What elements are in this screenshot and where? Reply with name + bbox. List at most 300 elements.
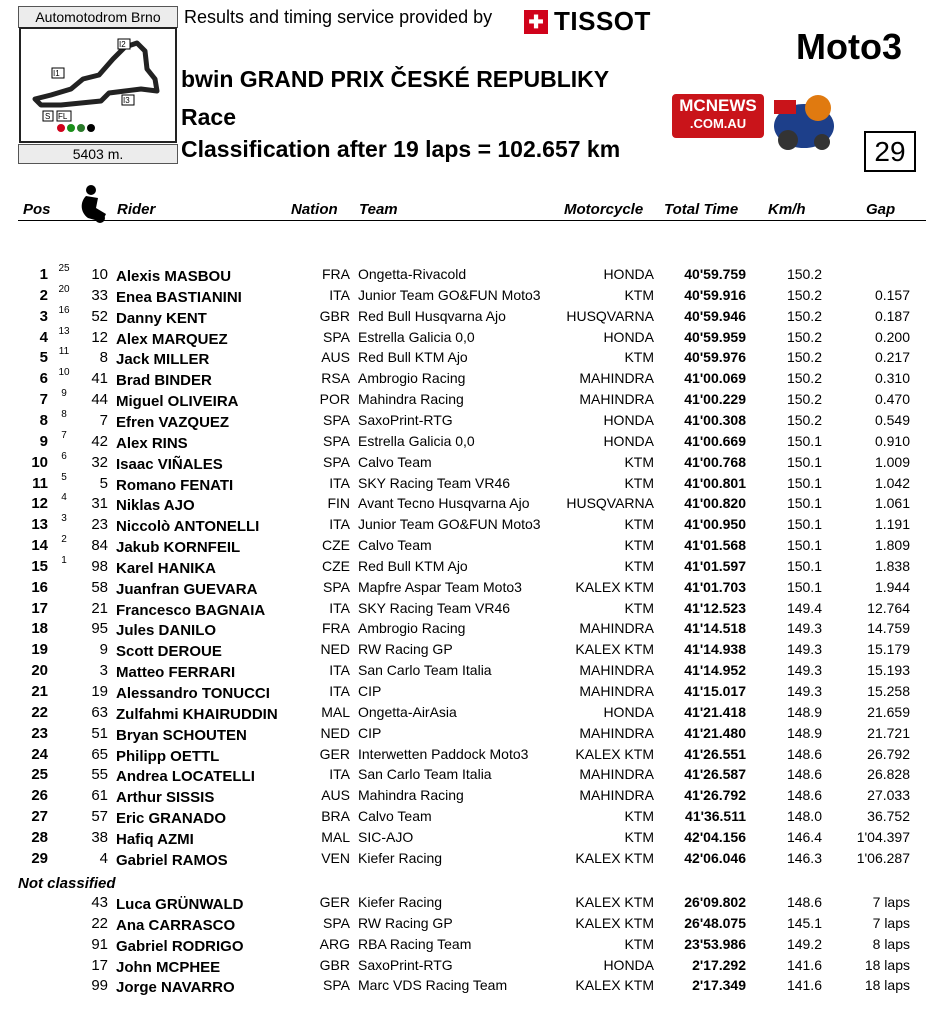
nation: SPA <box>323 977 350 993</box>
total-time: 40'59.976 <box>684 349 746 365</box>
speed: 150.2 <box>786 266 822 282</box>
red-light-icon <box>57 124 65 132</box>
motorcycle: HONDA <box>603 704 654 720</box>
result-row <box>0 409 944 432</box>
motorcycle: HONDA <box>603 412 654 428</box>
circuit-name: Automotodrom Brno <box>18 6 178 28</box>
total-time: 40'59.959 <box>684 329 746 345</box>
result-row <box>0 829 944 849</box>
rider-number: 57 <box>91 808 108 825</box>
gap: 15.258 <box>867 683 910 699</box>
nation: SPA <box>323 433 350 449</box>
total-time: 41'14.938 <box>684 641 746 657</box>
rider-name: Niccolò ANTONELLI <box>116 518 260 535</box>
position: 20 <box>31 662 48 679</box>
rider-number: 51 <box>91 725 108 742</box>
gap: 36.752 <box>867 808 910 824</box>
total-time: 41'26.551 <box>684 746 746 762</box>
team: Marc VDS Racing Team <box>358 977 508 993</box>
team: Ambrogio Racing <box>358 620 466 636</box>
points: 5 <box>61 472 67 483</box>
total-time: 2'17.292 <box>692 957 746 973</box>
gap: 0.217 <box>874 349 910 365</box>
gap: 14.759 <box>867 620 910 636</box>
points: 11 <box>58 346 70 357</box>
gap: 1'06.287 <box>856 850 910 866</box>
track-map <box>19 27 177 143</box>
gap: 0.910 <box>874 433 910 449</box>
rider-name: Hafiq AZMI <box>116 831 194 848</box>
team: Ongetta-Rivacold <box>358 266 467 282</box>
speed: 148.6 <box>786 766 822 782</box>
header-divider <box>18 220 926 221</box>
speed: 149.2 <box>786 936 822 952</box>
rider-number: 12 <box>91 329 108 346</box>
position: 1 <box>39 266 48 283</box>
col-pos: Pos <box>23 201 51 218</box>
position: 3 <box>39 308 48 325</box>
total-time: 41'00.669 <box>684 433 746 449</box>
position: 17 <box>31 600 48 617</box>
gap: 1.191 <box>874 516 910 532</box>
speed: 145.1 <box>786 915 822 931</box>
result-row <box>0 787 944 807</box>
result-row <box>0 641 944 661</box>
motorcycle: KTM <box>624 537 654 553</box>
team: Ongetta-AirAsia <box>358 704 457 720</box>
rider-number: 41 <box>91 370 108 387</box>
rider-name: Zulfahmi KHAIRUDDIN <box>116 706 278 723</box>
total-time: 41'21.418 <box>684 704 746 720</box>
speed: 149.3 <box>786 620 822 636</box>
nation: RSA <box>321 370 350 386</box>
position: 23 <box>31 725 48 742</box>
total-time: 26'48.075 <box>684 915 746 931</box>
nation: FRA <box>322 620 350 636</box>
points: 25 <box>58 263 70 274</box>
nation: ITA <box>329 766 350 782</box>
nation: SPA <box>323 329 350 345</box>
team: SIC-AJO <box>358 829 414 845</box>
rider-number: 65 <box>91 746 108 763</box>
green-light-icon <box>77 124 85 132</box>
rider-name: Enea BASTIANINI <box>116 289 242 306</box>
motorcycle: KALEX KTM <box>575 579 654 595</box>
motorcycle: KTM <box>624 287 654 303</box>
rider-name: Gabriel RODRIGO <box>116 938 244 955</box>
gap: 0.549 <box>874 412 910 428</box>
total-time: 41'15.017 <box>684 683 746 699</box>
team: Ambrogio Racing <box>358 370 466 386</box>
rider-number: 61 <box>91 787 108 804</box>
result-row <box>0 662 944 682</box>
speed: 141.6 <box>786 957 822 973</box>
rider-number: 32 <box>91 454 108 471</box>
not-classified-row <box>0 957 944 977</box>
nation: AUS <box>321 787 350 803</box>
total-time: 41'01.703 <box>684 579 746 595</box>
motorcycle: KALEX KTM <box>575 641 654 657</box>
motorcycle: HONDA <box>603 266 654 282</box>
speed: 150.2 <box>786 391 822 407</box>
motorcycle: MAHINDRA <box>579 787 654 803</box>
rider-name: Karel HANIKA <box>116 560 217 577</box>
total-time: 41'01.597 <box>684 558 746 574</box>
result-row <box>0 305 944 328</box>
nation: GER <box>319 894 350 910</box>
col-team: Team <box>359 201 398 218</box>
tissot-cross-icon: ✚ <box>524 10 548 34</box>
points: 4 <box>61 492 67 503</box>
result-row <box>0 534 944 557</box>
total-time: 40'59.759 <box>684 266 746 282</box>
nation: NED <box>320 725 350 741</box>
rider-number: 44 <box>91 391 108 408</box>
gap: 0.310 <box>874 370 910 386</box>
rider-name: Jorge NAVARRO <box>116 979 235 996</box>
position: 27 <box>31 808 48 825</box>
rider-name: Alessandro TONUCCI <box>116 685 270 702</box>
team: Avant Tecno Husqvarna Ajo <box>358 495 530 511</box>
nation: ITA <box>329 287 350 303</box>
rider-name: Alex RINS <box>116 435 188 452</box>
result-row <box>0 620 944 640</box>
points: 20 <box>58 284 70 295</box>
position: 19 <box>31 641 48 658</box>
result-row <box>0 367 944 390</box>
rider-name: Bryan SCHOUTEN <box>116 727 247 744</box>
position: 21 <box>31 683 48 700</box>
rider-number: 22 <box>91 915 108 932</box>
nation: SPA <box>323 915 350 931</box>
motorcycle: MAHINDRA <box>579 370 654 386</box>
position: 15 <box>31 558 48 575</box>
col-rider: Rider <box>117 201 156 218</box>
gap: 0.157 <box>874 287 910 303</box>
rider-name: Romano FENATI <box>116 477 234 494</box>
rider-number: 95 <box>91 620 108 637</box>
col-motorcycle: Motorcycle <box>564 201 644 218</box>
result-row <box>0 513 944 536</box>
rider-name: Miguel OLIVEIRA <box>116 393 239 410</box>
position: 18 <box>31 620 48 637</box>
rider-number: 19 <box>91 683 108 700</box>
gap: 0.470 <box>874 391 910 407</box>
track-length: 5403 m. <box>18 144 178 164</box>
points: 8 <box>61 409 67 420</box>
total-time: 23'53.986 <box>684 936 746 952</box>
result-row <box>0 492 944 515</box>
points: 3 <box>61 513 67 524</box>
position: 26 <box>31 787 48 804</box>
nation: ITA <box>329 683 350 699</box>
total-time: 26'09.802 <box>684 894 746 910</box>
total-time: 41'00.801 <box>684 475 746 491</box>
result-row <box>0 704 944 724</box>
result-row <box>0 683 944 703</box>
position: 22 <box>31 704 48 721</box>
gap: 27.033 <box>867 787 910 803</box>
motorcycle: KTM <box>624 516 654 532</box>
team: Calvo Team <box>358 808 432 824</box>
rider-name: Alex MARQUEZ <box>116 331 228 348</box>
rider-number: 63 <box>91 704 108 721</box>
motorcycle: MAHINDRA <box>579 391 654 407</box>
gap: 15.179 <box>867 641 910 657</box>
motorcycle: KTM <box>624 475 654 491</box>
result-row <box>0 579 944 599</box>
nation: ITA <box>329 600 350 616</box>
total-time: 42'06.046 <box>684 850 746 866</box>
speed: 150.1 <box>786 433 822 449</box>
sponsor-subtitle: .COM.AU <box>689 116 747 131</box>
motorcycle: KALEX KTM <box>575 915 654 931</box>
speed: 150.2 <box>786 329 822 345</box>
gap: 12.764 <box>867 600 910 616</box>
nation: POR <box>319 391 350 407</box>
rider-number: 58 <box>91 579 108 596</box>
motorcycle: KTM <box>624 349 654 365</box>
nation: AUS <box>321 349 350 365</box>
not-classified-row <box>0 894 944 914</box>
speed: 146.4 <box>786 829 822 845</box>
col-nation: Nation <box>291 201 338 218</box>
motorcycle: HONDA <box>603 329 654 345</box>
result-row <box>0 430 944 453</box>
gap: 1'04.397 <box>856 829 910 845</box>
nation: ITA <box>329 662 350 678</box>
team: Calvo Team <box>358 454 432 470</box>
classification-title: Classification after 19 laps = 102.657 km <box>181 136 621 162</box>
gap: 1.809 <box>874 537 910 553</box>
speed: 150.1 <box>786 516 822 532</box>
total-time: 41'26.587 <box>684 766 746 782</box>
gap: 1.042 <box>874 475 910 491</box>
nation: VEN <box>321 850 350 866</box>
speed: 148.6 <box>786 746 822 762</box>
not-classified-row <box>0 936 944 956</box>
tissot-wordmark: TISSOT <box>554 6 651 36</box>
rider-number: 10 <box>91 266 108 283</box>
team: Mahindra Racing <box>358 787 464 803</box>
rider-number: 42 <box>91 433 108 450</box>
rider-number: 31 <box>91 495 108 512</box>
result-row <box>0 346 944 369</box>
finish-line-label: FL <box>58 112 68 121</box>
position: 25 <box>31 766 48 783</box>
gap: 21.721 <box>867 725 910 741</box>
team: SaxoPrint-RTG <box>358 412 453 428</box>
not-classified-row <box>0 977 944 997</box>
speed: 150.1 <box>786 454 822 470</box>
motorcycle: HUSQVARNA <box>566 495 654 511</box>
sector-label-i3: I3 <box>123 96 130 105</box>
points: 13 <box>58 326 70 337</box>
track-map-svg <box>21 29 175 141</box>
team: Kiefer Racing <box>358 850 443 866</box>
motorcycle: KTM <box>624 600 654 616</box>
rider-name: Niklas AJO <box>116 497 195 514</box>
points: 2 <box>61 534 67 545</box>
speed: 149.4 <box>786 600 822 616</box>
rider-number: 91 <box>91 936 108 953</box>
gap: 8 laps <box>872 936 910 952</box>
motorcycle: MAHINDRA <box>579 662 654 678</box>
gap: 21.659 <box>867 704 910 720</box>
position: 4 <box>39 329 48 346</box>
speed: 148.9 <box>786 704 822 720</box>
not-classified-label: Not classified <box>18 875 116 892</box>
rider-name: Jakub KORNFEIL <box>116 539 241 556</box>
timing-service-text: Results and timing service provided by <box>184 7 493 27</box>
rider-number: 43 <box>91 894 108 911</box>
rider-name: Gabriel RAMOS <box>116 852 228 869</box>
team: Kiefer Racing <box>358 894 443 910</box>
position: 5 <box>39 349 48 366</box>
rider-name: Francesco BAGNAIA <box>116 602 266 619</box>
total-time: 41'00.069 <box>684 370 746 386</box>
motorcycle: KTM <box>624 558 654 574</box>
nation: GER <box>319 746 350 762</box>
result-row <box>0 284 944 307</box>
position: 10 <box>31 454 48 471</box>
rider-name: Isaac VIÑALES <box>116 456 223 473</box>
total-time: 41'00.820 <box>684 495 746 511</box>
position: 12 <box>31 495 48 512</box>
total-time: 41'36.511 <box>685 808 746 824</box>
team: Mapfre Aspar Team Moto3 <box>358 579 522 595</box>
nation: CZE <box>322 558 350 574</box>
speed: 150.2 <box>786 308 822 324</box>
motorcycle: KTM <box>624 829 654 845</box>
team: CIP <box>358 683 382 699</box>
team: San Carlo Team Italia <box>358 662 492 678</box>
rider-number: 21 <box>91 600 108 617</box>
rider-name: Luca GRÜNWALD <box>116 896 244 913</box>
team: Estrella Galicia 0,0 <box>358 329 475 345</box>
team: Mahindra Racing <box>358 391 464 407</box>
total-time: 41'14.952 <box>684 662 746 678</box>
speed: 146.3 <box>786 850 822 866</box>
nation: ARG <box>319 936 350 952</box>
total-time: 41'21.480 <box>684 725 746 741</box>
total-time: 42'04.156 <box>684 829 746 845</box>
gap: 1.061 <box>874 495 910 511</box>
team: RW Racing GP <box>358 915 453 931</box>
speed: 141.6 <box>786 977 822 993</box>
team: Calvo Team <box>358 537 432 553</box>
rider-number: 38 <box>91 829 108 846</box>
motorcycle: KALEX KTM <box>575 746 654 762</box>
motorcycle: KALEX KTM <box>575 894 654 910</box>
result-row <box>0 388 944 411</box>
team: SKY Racing Team VR46 <box>358 600 511 616</box>
points: 6 <box>61 451 67 462</box>
event-title: bwin GRAND PRIX ČESKÉ REPUBLIKY <box>181 66 610 92</box>
motorcycle: KTM <box>624 936 654 952</box>
category-title: Moto3 <box>796 26 902 67</box>
total-time: 41'01.568 <box>684 537 746 553</box>
nation: ITA <box>329 516 350 532</box>
motorcycle: MAHINDRA <box>579 766 654 782</box>
team: SKY Racing Team VR46 <box>358 475 511 491</box>
motorcycle: HONDA <box>603 957 654 973</box>
rider-name: Juanfran GUEVARA <box>116 581 258 598</box>
result-row <box>0 808 944 828</box>
motorcycle: KALEX KTM <box>575 850 654 866</box>
speed: 150.1 <box>786 475 822 491</box>
team: San Carlo Team Italia <box>358 766 492 782</box>
total-time: 40'59.916 <box>684 287 746 303</box>
position: 11 <box>32 475 48 492</box>
total-time: 41'00.308 <box>684 412 746 428</box>
nation: GBR <box>319 308 350 324</box>
motorcycle: MAHINDRA <box>579 725 654 741</box>
total-time: 2'17.349 <box>692 977 746 993</box>
rider-name: Arthur SISSIS <box>116 789 215 806</box>
col-gap: Gap <box>866 201 896 218</box>
speed: 150.2 <box>786 412 822 428</box>
motorcycle: KTM <box>624 808 654 824</box>
motorcycle: KTM <box>624 454 654 470</box>
position: 13 <box>31 516 48 533</box>
sector-label-i1: I1 <box>53 69 60 78</box>
gap: 18 laps <box>864 977 910 993</box>
motorcycle: KALEX KTM <box>575 977 654 993</box>
rider-number: 3 <box>99 662 108 679</box>
nation: SPA <box>323 454 350 470</box>
nation: GBR <box>319 957 350 973</box>
position: 14 <box>31 537 48 554</box>
total-time: 40'59.946 <box>684 308 746 324</box>
result-row <box>0 850 944 870</box>
motorcycle: HONDA <box>603 433 654 449</box>
tissot-logo <box>524 6 651 37</box>
rider-name: Scott DEROUE <box>116 643 222 660</box>
team: CIP <box>358 725 382 741</box>
rider-number: 23 <box>91 516 108 533</box>
team: RW Racing GP <box>358 641 453 657</box>
sponsor-name: MCNEWS <box>679 96 757 115</box>
gap: 26.828 <box>867 766 910 782</box>
rider-number: 99 <box>91 977 108 994</box>
speed: 149.3 <box>786 662 822 678</box>
page-number: 29 <box>864 131 916 172</box>
rider-name: Eric GRANADO <box>116 810 227 827</box>
position: 8 <box>39 412 48 429</box>
rider-name: Jules DANILO <box>116 622 217 639</box>
rider-number: 4 <box>99 850 108 867</box>
speed: 148.6 <box>786 894 822 910</box>
gap: 1.009 <box>874 454 910 470</box>
rider-name: John MCPHEE <box>116 959 221 976</box>
team: Junior Team GO&FUN Moto3 <box>358 287 541 303</box>
gap: 7 laps <box>872 894 910 910</box>
position: 9 <box>39 433 48 450</box>
position: 28 <box>31 829 48 846</box>
result-row <box>0 766 944 786</box>
rider-silhouette-icon <box>76 184 110 224</box>
speed: 150.2 <box>786 349 822 365</box>
nation: FRA <box>322 266 350 282</box>
position: 16 <box>31 579 48 596</box>
nation: ITA <box>329 475 350 491</box>
col-total-time: Total Time <box>664 201 739 218</box>
nation: SPA <box>323 579 350 595</box>
nation: CZE <box>322 537 350 553</box>
total-time: 41'00.768 <box>684 454 746 470</box>
sector-label-i2: I2 <box>119 40 126 49</box>
